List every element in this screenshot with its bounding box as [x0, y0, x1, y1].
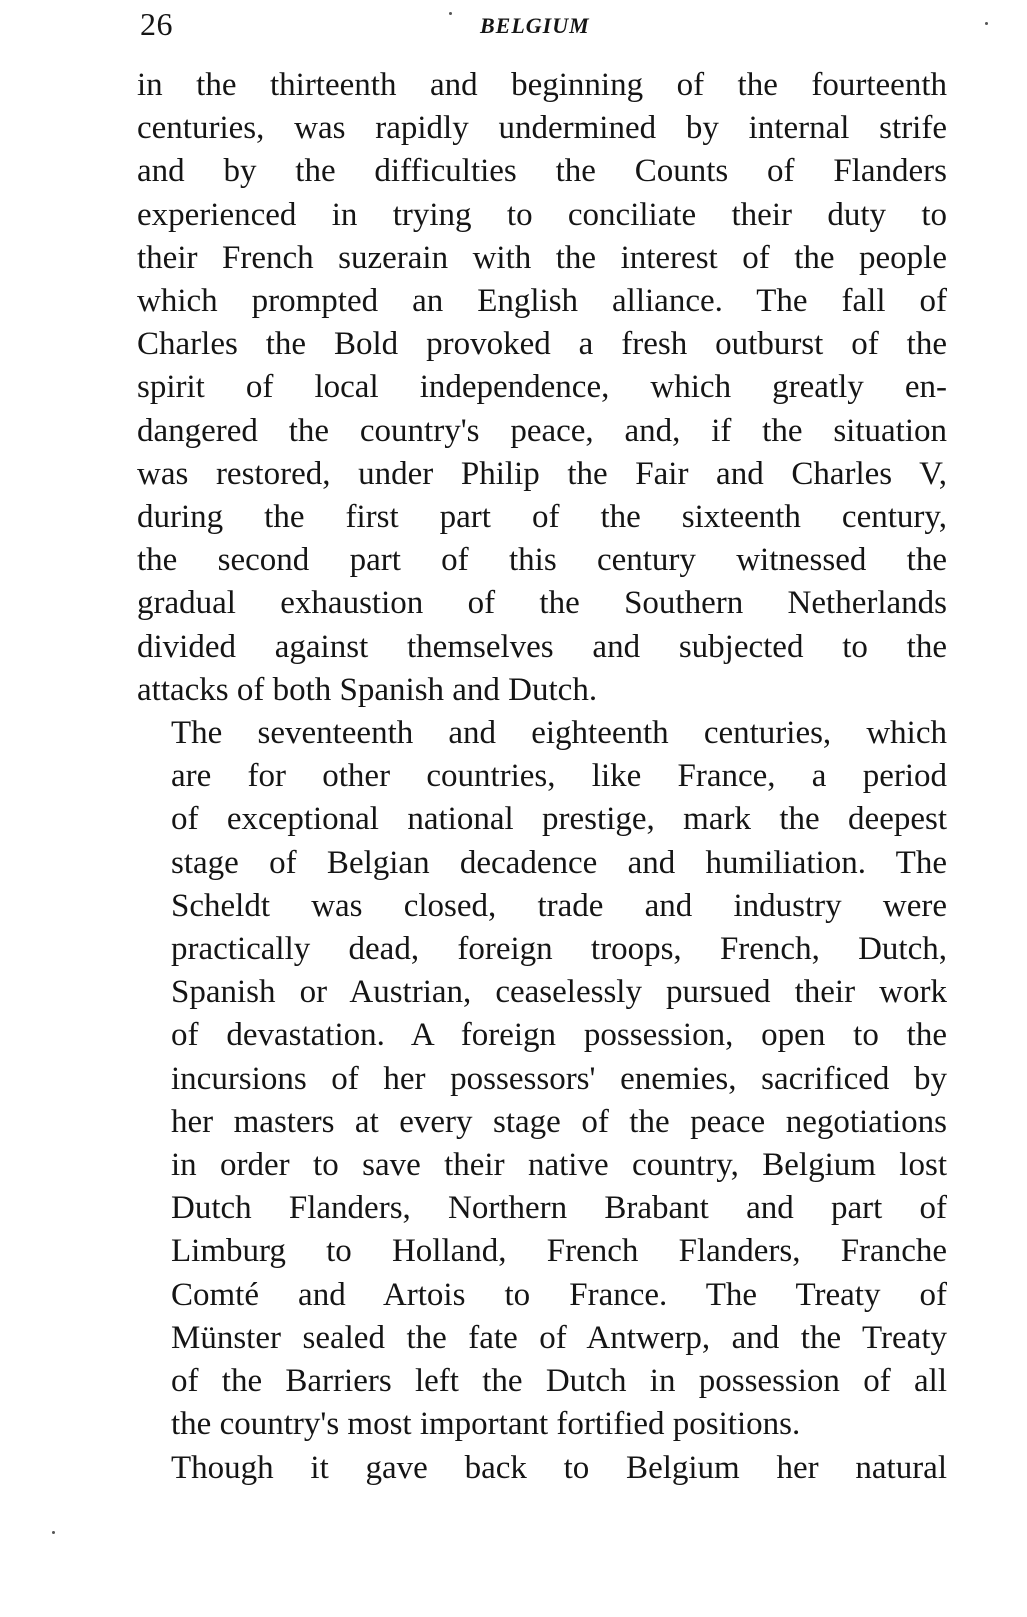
paragraph-3	[137, 1447, 947, 1490]
scan-speck	[985, 22, 988, 25]
body-text	[137, 64, 947, 1490]
text-line: Limburg to Holland, French Flanders, Franche	[171, 1233, 947, 1270]
text-line: the country's most important fortified positions.	[171, 1406, 801, 1443]
text-line: practically dead, foreign troops, French, Dutch,	[171, 931, 947, 968]
paragraph-2	[137, 712, 947, 1446]
text-line: Though it gave back to Belgium her natural	[171, 1449, 947, 1486]
text-line: spirit of local independence, which greatly en-	[137, 369, 947, 406]
text-line: was restored, under Philip the Fair and Charles V,	[137, 455, 947, 492]
text-line: her masters at every stage of the peace negotiations	[171, 1103, 947, 1140]
text-line: Scheldt was closed, trade and industry were	[171, 887, 947, 924]
text-line: during the first part of the sixteenth century,	[137, 499, 947, 536]
text-line: divided against themselves and subjected to the	[137, 628, 947, 665]
text-line: Spanish or Austrian, ceaselessly pursued their work	[171, 974, 947, 1011]
text-line: in the thirteenth and beginning of the fourteenth	[137, 67, 947, 103]
text-line: The seventeenth and eighteenth centuries, which	[171, 715, 947, 752]
running-title: BELGIUM	[480, 13, 590, 38]
text-line: of devastation. A foreign possession, open to the	[171, 1017, 947, 1054]
scan-speck	[449, 12, 452, 15]
text-line: Münster sealed the fate of Antwerp, and the Treaty	[171, 1319, 947, 1356]
text-line: are for other countries, like France, a period	[171, 758, 947, 795]
text-line: the second part of this century witnessed the	[137, 542, 947, 579]
text-line: incursions of her possessors' enemies, sacrificed by	[171, 1060, 947, 1097]
text-line: in order to save their native country, Belgium lost	[171, 1147, 947, 1184]
text-line: stage of Belgian decadence and humiliation. The	[171, 844, 947, 881]
text-line: experienced in trying to conciliate their duty to	[137, 196, 947, 233]
text-line: and by the difficulties the Counts of Flanders	[137, 153, 947, 190]
text-line: Charles the Bold provoked a fresh outburst of the	[137, 326, 947, 363]
text-line: which prompted an English alliance. The fall of	[137, 283, 947, 320]
text-line: centuries, was rapidly undermined by internal strife	[137, 110, 947, 147]
text-line: dangered the country's peace, and, if the situation	[137, 412, 947, 449]
paragraph-1	[137, 64, 947, 712]
text-line: their French suzerain with the interest of the people	[137, 239, 947, 276]
text-line: gradual exhaustion of the Southern Netherlands	[137, 585, 947, 622]
page-number: 26	[140, 6, 173, 42]
text-line: Comté and Artois to France. The Treaty of	[171, 1276, 947, 1313]
text-line: attacks of both Spanish and Dutch.	[137, 671, 598, 708]
text-line: Dutch Flanders, Northern Brabant and part of	[171, 1190, 947, 1227]
text-line: of exceptional national prestige, mark the deepest	[171, 801, 947, 838]
scan-speck	[52, 1531, 55, 1534]
text-line: of the Barriers left the Dutch in possession of all	[171, 1363, 947, 1400]
